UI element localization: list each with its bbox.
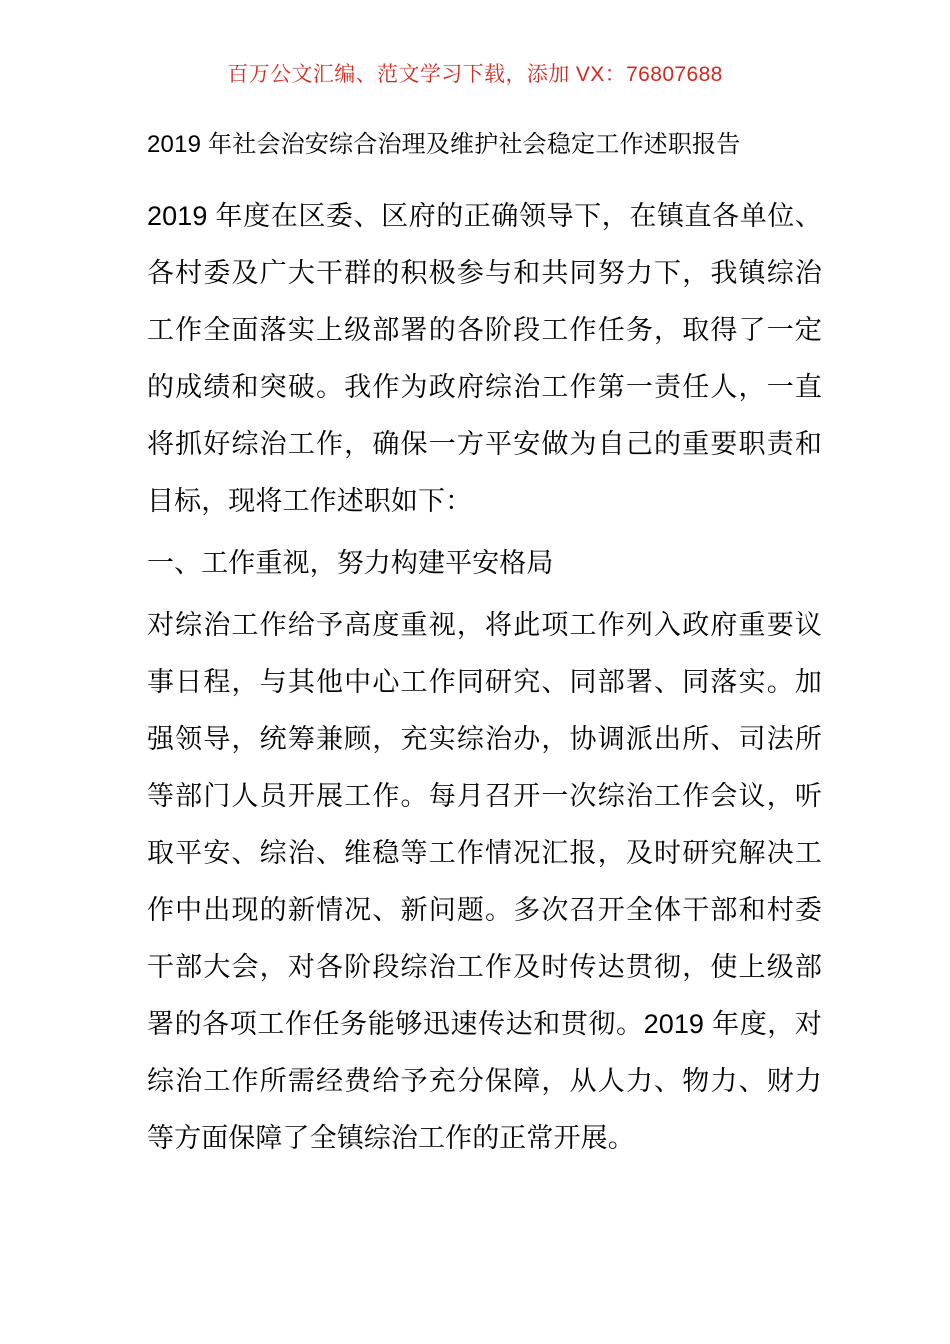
section-heading-1: 一、工作重视，努力构建平安格局 <box>147 548 554 578</box>
page-title: 2019 年社会治安综合治理及维护社会稳定工作述职报告 <box>147 131 741 158</box>
promo-watermark-header: 百万公文汇编、范文学习下载，添加 VX：76807688 <box>227 63 723 86</box>
paragraph-section-1-body: 对综治工作给予高度重视，将此项工作列入政府重要议事日程，与其他中心工作同研究、同部署、同落实。加强领导，统筹兼顾，充实综治办，协调派出所、司法所等部门人员开展工作。每月召开一次综治工作会议，听取平安、综治、维稳等工作情况汇报，及时研究解决工作中出现的新情况、新问题。多次召开全体干部和村委干部大会，对各阶段综治工作及时传达贯彻，使上级部署的各项工作任务能够迅速传达和贯彻。2019 年度，对综治工作所需经费给予充分保障，从人力、物力、财力等方面保障了全镇综治工作的正常开展。 <box>147 610 822 1153</box>
paragraph-intro: 2019 年度在区委、区府的正确领导下，在镇直各单位、各村委及广大干群的积极参与和共同努力下，我镇综治工作全面落实上级部署的各阶段工作任务，取得了一定的成绩和突破。我作为政府综治工作第一责任人，一直将抓好综治工作，确保一方平安做为自己的重要职责和目标，现将工作述职如下： <box>147 201 822 516</box>
document-body <box>147 128 822 1167</box>
